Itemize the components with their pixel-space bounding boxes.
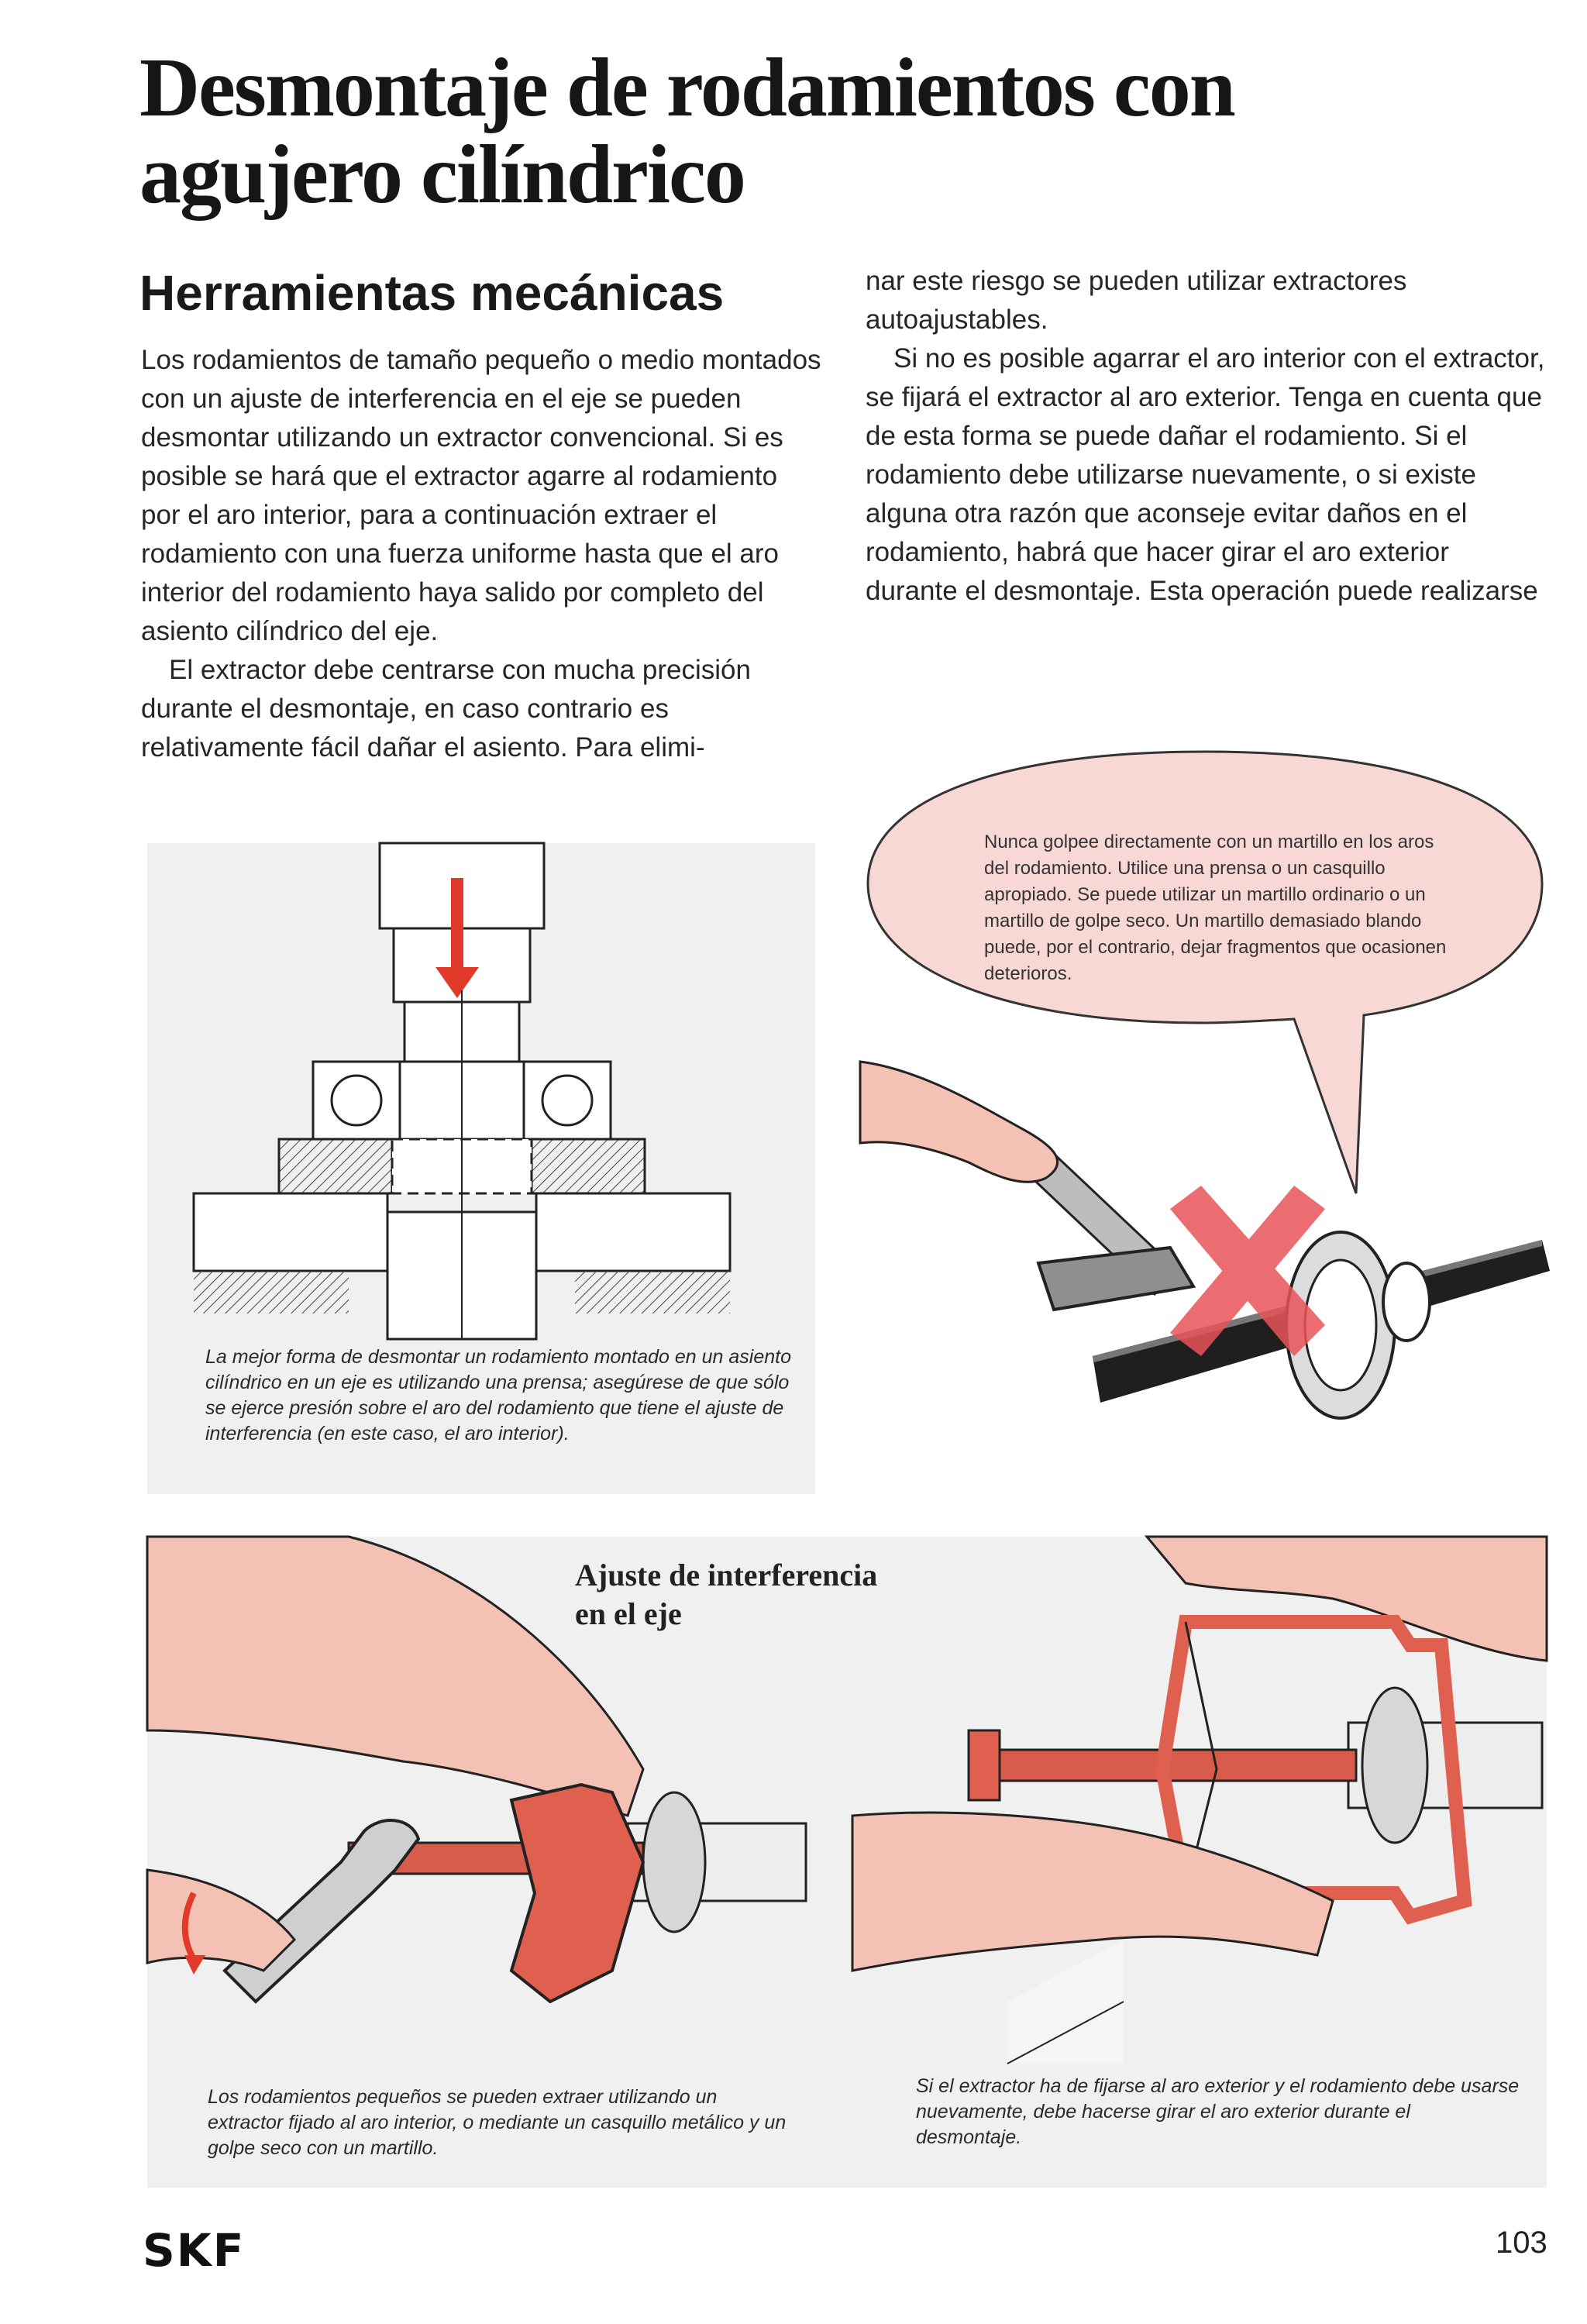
shaft-end [1383,1263,1430,1341]
caption-right: Si el extractor ha de fijarse al aro exterior y el rodamiento debe usarse nuevamente, debe hacerse girar el aro exterior durante el desmontaje. [916,2075,1520,2148]
paragraph: Los rodamientos de tamaño pequeño o medio montados con un ajuste de interferencia en el eje se pueden desmontar utilizando un extractor convencional. Si es posible se hará que el extractor agarre al rodamiento por el aro interior, para a continuación extraer el rodamiento con una fuerza uniforme hasta que el aro interior del rodamiento haya salido por completo del asiento cilíndrico del eje. [141,345,821,646]
fit-label-line-1: Ajuste de interferencia [575,1558,878,1592]
puller-right-illustration [852,1537,1547,2064]
bearing-ball-right [542,1076,592,1125]
fit-label-line-2: en el eje [575,1596,682,1631]
page-number: 103 [1496,2226,1547,2260]
title-line-2: agujero cilíndrico [139,129,745,221]
puller-left-illustration [147,1537,829,2064]
hammer-illustration [860,1015,1550,1472]
text-column-right [866,262,1547,611]
press-diagram [147,843,815,1339]
title-line-1: Desmontaje de rodamientos con [139,42,1234,134]
hand-illustration [860,1062,1058,1182]
page-title [139,42,1503,221]
hammer-head [1038,1248,1193,1310]
paragraph: Si no es posible agarrar el aro interior con el extractor, se fijará el extractor al aro exterior. Tenga en cuenta que de esta forma se puede dañar el rodamiento. Si el rodamiento debe utilizarse nuevamente, o si existe alguna otra razón que aconseje evitar daños en el rodamiento, habrá que hacer girar el aro exterior durante el desmontaje. Esta operación puede realizarse [866,343,1545,606]
brand-logo: SKF [143,2224,246,2277]
paragraph: nar este riesgo se pueden utilizar extractores autoajustables. [866,266,1407,335]
section-heading: Herramientas mecánicas [139,265,725,321]
caption-left: Los rodamientos pequeños se pueden extraer utilizando un extractor fijado al aro interior, o mediante un casquillo metálico y un golpe seco con un martillo. [208,2086,787,2159]
paragraph: El extractor debe centrarse con mucha precisión durante el desmontaje, en caso contrario es relativamente fácil dañar el asiento. Para elimi- [141,655,751,763]
press-arrow-icon [451,878,463,971]
warning-text: Nunca golpee directamente con un martillo en los aros del rodamiento. Utilice una prensa o un casquillo apropiado. Se puede utilizar un martillo ordinario o un martillo de golpe seco. Un martillo demasiado blando puede, por el contrario, dejar fragmentos que ocasionen deterioros. [984,831,1447,984]
text-column-left [141,341,823,767]
caption-press: La mejor forma de desmontar un rodamiento montado en un asiento cilíndrico en un eje es utilizando una prensa; asegúrese de que sólo se ejerce presión sobre el aro del rodamiento que tiene el ajuste de interferencia (en este caso, el aro interior). [205,1346,792,1444]
bearing-ball-left [332,1076,381,1125]
